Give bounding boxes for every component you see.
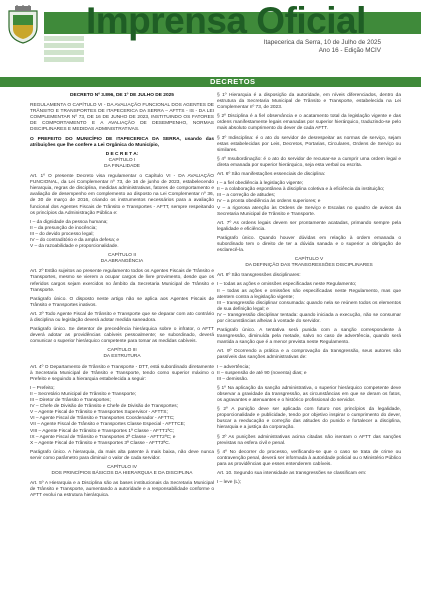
art5-par4: § 4º Insubordinação: é o ato do servidor de recusar-se a cumprir uma ordem legal e direta emanada por superior hierárquico, seja esta verbal ou escrita.: [217, 156, 401, 168]
list-item: VIII – Agente Fiscal de Trânsito e Transportes 1ª Classe - AFTT1ªC;: [30, 428, 175, 434]
list-item: II – da presunção de inocência;: [30, 225, 97, 231]
list-item: IV – do contraditório e da ampla defesa; e: [30, 237, 120, 243]
sanctions-list: [217, 365, 401, 383]
right-column: [217, 93, 401, 489]
decree-number: DECRETO Nº 3.896, DE 1º DE JULHO DE 2025: [70, 93, 174, 98]
article-9: Art. 9º Ocorrendo a prática e a comprovação da transgressão, seus autores são passíveis das sanções administrativas de:: [217, 349, 401, 361]
chapter-4-number: CAPÍTULO IV: [107, 464, 137, 470]
art5-par3: § 3º Indisciplina: é o ato do servidor de desrespeitar as normas de serviço, sejam estas estabelecidas por Leis, Decretos, Portarias, Circulares, Ordens de Serviço ou similares.: [217, 135, 401, 153]
article-8-paragraph: Parágrafo único. A tentativa será punida com a sanção correspondente à transgressão, diminuída pela metade, salvo no caso de advertência, quando será mantida a sanção que é a menor prevista neste Regulamento.: [217, 328, 401, 346]
city-date: Itapecerica da Serra, 10 de Julho de 2025: [263, 39, 381, 46]
chapter-3-title: DA ESTRUTURA: [103, 354, 141, 360]
article-7: Art. 7º As ordens legais devem ser prontamente acatadas, primando sempre pela legalidade e eficiência.: [217, 220, 401, 232]
list-item: VI – Agente Fiscal de Trânsito e Transportes Coordenador - AFTTC;: [30, 416, 175, 422]
chapter-5-title: DA DEFINIÇÃO DAS TRANSGRESSÕES DISCIPLINARES: [245, 263, 373, 269]
list-item: IV – transgressão disciplinar tentada: quando iniciada a execução, não se consumar por circunstâncias alheias à vontade do servidor.: [217, 312, 401, 324]
article-2-paragraph: Parágrafo único. O disposto neste artigo não se aplica aos Agentes Fiscais de Trânsito e Transportes inativos.: [30, 296, 214, 308]
discipline-list: [217, 181, 401, 218]
masthead: [0, 0, 421, 74]
city-coat-of-arms: [6, 5, 40, 45]
list-item: II – suspensão de até 90 (noventa) dias; e: [217, 370, 307, 376]
article-1: Art. 1º O presente Decreto visa regulamentar o Capítulo VI - DA AVALIAÇÃO FUNCIONAL, da Lei Complementar nº 73, de 16 de junho de 2023, estabelecendo hierarquia, regras de disciplina, medidas administrativas, fatores de comportamento e avaliação de desempenho em complemento ao disposto na Lei Complementar nº 36, de 30 de março de 2016, criando os instrumentos necessários para a avaliação funcional dos Agentes Fiscais de Trânsito e Transportes - AFTT, sempre respeitando os princípios da Administração Pública e:: [30, 174, 214, 216]
article-10: Art. 10. Segundo sua intensidade as transgressões se classificam em:: [217, 470, 367, 476]
list-item: V – Agente Fiscal de Trânsito e Transportes Supervisor - AFTTS;: [30, 410, 168, 416]
article-2: Art. 2º Estão sujeitos ao presente regulamento todos os Agentes Fiscais de Trânsito e Transportes, mesmo se vierem a ocupar cargos de livre provimento, desde que os referidos cargos sejam exercidos no âmbito da Secretaria Municipal de Trânsito e Transporte.: [30, 269, 214, 293]
chapter-2-title: DA ABRANGÊNCIA: [100, 259, 144, 265]
section-title: DECRETOS: [210, 77, 256, 86]
list-item: X – Agente Fiscal de Trânsito e Transportes 3ª Classe - AFTT3ªC.: [30, 440, 171, 446]
article-4-paragraph: Parágrafo único. A hierarquia, da mais alta patente à mais baixa, não deve nunca servir como parâmetro para diminuir o valor de cada servidor.: [30, 449, 214, 461]
list-item: III – do devido processo legal;: [30, 231, 94, 237]
article-8: Art. 8º São transgressões disciplinares:: [217, 273, 301, 279]
chapter-3-number: CAPÍTULO III: [107, 348, 137, 354]
chapter-4-title: DOS PRINCÍPIOS BÁSICOS DA HIERARQUIA E DA DISCIPLINA: [51, 471, 193, 477]
gazette-title: Imprensa Oficial: [86, 0, 366, 41]
list-item: II – todas as ações e omissões não especificadas neste Regulamento, mas que atentem contra a legislação vigente;: [217, 288, 401, 300]
article-6: Art. 6º São manifestações essenciais de disciplina:: [217, 172, 326, 178]
article-4: Art. 4º O Departamento de Trânsito e Transporte - DTT, está subordinado diretamente à Secretaria Municipal de Trânsito e Transporte, tendo como superior máximo o Prefeito e seguindo a hierarquia estabelecida a seguir:: [30, 364, 214, 382]
list-item: III – a correção de atitudes;: [217, 193, 276, 199]
art5-par1: § 1º Hierarquia é a disposição da autoridade, em níveis diferenciados, dentro da estrutura da Secretaria Municipal de Trânsito e Transporte, estabelecida na Lei Complementar nº 73, de 2023.: [217, 93, 401, 111]
article-5: Art. 5º A Hierarquia e a Disciplina são as bases institucionais da Secretaria Municipal de Trânsito e Transporte, aumentando a autoridade e a responsabilidade conforme o AFTT evolui na estrutura hierárquica.: [30, 481, 214, 499]
edition-info: [264, 39, 381, 55]
section-band: [0, 77, 421, 87]
coat-of-arms-icon: [6, 5, 40, 45]
header-stripes: [44, 36, 84, 68]
list-item: IV – Chefe de Divisão de Trânsito e Chefe de Divisão de Transportes;: [30, 404, 178, 410]
article-7-paragraph: Parágrafo único. Quando houver dúvidas em relação à ordem emanada o subordinado tem o direito de ter a dúvida sanada e o superior a obrigação de esclarecê-la.: [217, 235, 401, 254]
decree-summary: REGULAMENTA O CAPÍTULO VI - DA AVALIAÇÃO FUNCIONAL DOS AGENTES DE TRÂNSITO E TRANSPORTES DE ITAPECERICA DA SERRA – AFTTS - IS - DA LEI COMPLEMENTAR Nº 73, DE 16 DE JUNHO DE 2023, INSTITUINDO OS FATORES DE COMPORTAMENTO E A AVALIAÇÃO DE DESEMPENHO, NORMAS DISCIPLINARES E MEDIDAS ADMINISTRATIVAS.: [30, 103, 214, 133]
decreta: D E C R E T A:: [105, 151, 139, 157]
list-item: III – Diretor de Trânsito e Transportes;: [30, 398, 111, 404]
list-item: I – da dignidade da pessoa humana;: [30, 219, 108, 225]
hierarchy-list: [30, 386, 214, 447]
list-item: II – a colaboração espontânea à disciplina coletiva e à eficiência da instituição;: [217, 187, 385, 193]
art9-par4: § 4º No decorrer do processo, verificando-se que o caso se trata de crime ou contravenção penal, deverá ser informada à autoridade policial ou o Ministério Público para as providências que esses entenderem cabíveis.: [217, 449, 401, 467]
principles-list: [30, 220, 214, 250]
list-item: III – transgressão disciplinar consumada: quando nela se reúnem todos os elementos de sua definição legal; e: [217, 300, 401, 312]
preamble: O PREFEITO DO MUNICÍPIO DE ITAPECERICA DA SERRA, usando das atribuições que lhe confere a Lei Orgânica do Município,: [30, 136, 214, 148]
list-item: V – da razoabilidade e proporcionalidade.: [30, 244, 119, 250]
list-item: IV – a pronta obediência às ordens superiores; e: [217, 199, 321, 205]
list-item: V – a rigorosa atenção às Ordens de Serviço e Escalas no quadro de avisos da Secretaria Municipal de Trânsito e Transporte.: [217, 205, 401, 217]
list-item: I – Prefeito;: [30, 385, 55, 391]
article-3: Art. 3º Todo Agente Fiscal de Trânsito e Transporte que se deparar com ato contrário à disciplina ou legislação deverá adotar medida saneadora.: [30, 311, 214, 323]
list-item: III – demissão.: [217, 376, 249, 382]
chapter-1-number: CAPÍTULO I: [108, 157, 136, 163]
art9-par2: § 2º A punição deve ser aplicada com futuro nos princípios da legalidade, proporcionalidade e publicidade, tendo por objetivo inspirar o cumprimento do dever, buscar a reeducação e correção das atitudes do punido e fortalecer a disciplina, hierarquia e a justiça da corporação.: [217, 407, 401, 431]
chapter-2-number: CAPÍTULO II: [108, 253, 136, 259]
list-item: I – a fiel obediência à legislação vigente;: [217, 181, 304, 187]
chapter-5-number: CAPÍTULO V: [294, 257, 324, 263]
list-item: I – advertência;: [217, 364, 250, 370]
left-column: [30, 93, 214, 502]
art5-par2: § 2º Disciplina é a fiel observância e o acatamento total da legislação vigente e das ordens manifestamente legais emanadas por superior hierárquico, traduzindo-se pelo mais absoluto cumprimento do dever de cada AFTT.: [217, 114, 401, 132]
list-item: VII – Agente Fiscal de Trânsito e Transportes Classe Especial - AFTTCE;: [30, 422, 186, 428]
chapter-1-title: DA FINALIDADE: [104, 163, 140, 169]
art9-par3: § 3º As punições administrativas acima citadas não isentam o AFTT das sanções previstas na esfera civil e penal.: [217, 434, 401, 446]
list-item: IX – Agente Fiscal de Trânsito e Transportes 2ª Classe - AFTT2ªC; e: [30, 434, 176, 440]
list-item: I – todas as ações e omissões especificadas neste Regulamento;: [217, 282, 357, 288]
issue-number: Ano 16 - Edição MCIV: [318, 47, 381, 54]
article-10-item: I – leve (L);: [217, 480, 241, 486]
art9-par1: § 1º Na aplicação da sanção administrativa, o superior hierárquico competente deve observar a gravidade da transgressão, as circunstâncias em que se deram os fatos, os agravantes e atenuantes e o histórico profissional do servidor.: [217, 385, 401, 404]
article-3-paragraph: Parágrafo único. Se detentor de precedência hierárquica sobre o infrator, o AFTT deverá adotar as providências cabíveis pessoalmente; se subordinado, deverá comunicar o superior hierárquico competente para tomar as medidas cabíveis.: [30, 327, 214, 345]
transgressions-list: [217, 282, 401, 325]
list-item: II – Secretário Municipal de Trânsito e Transporte;: [30, 391, 137, 397]
